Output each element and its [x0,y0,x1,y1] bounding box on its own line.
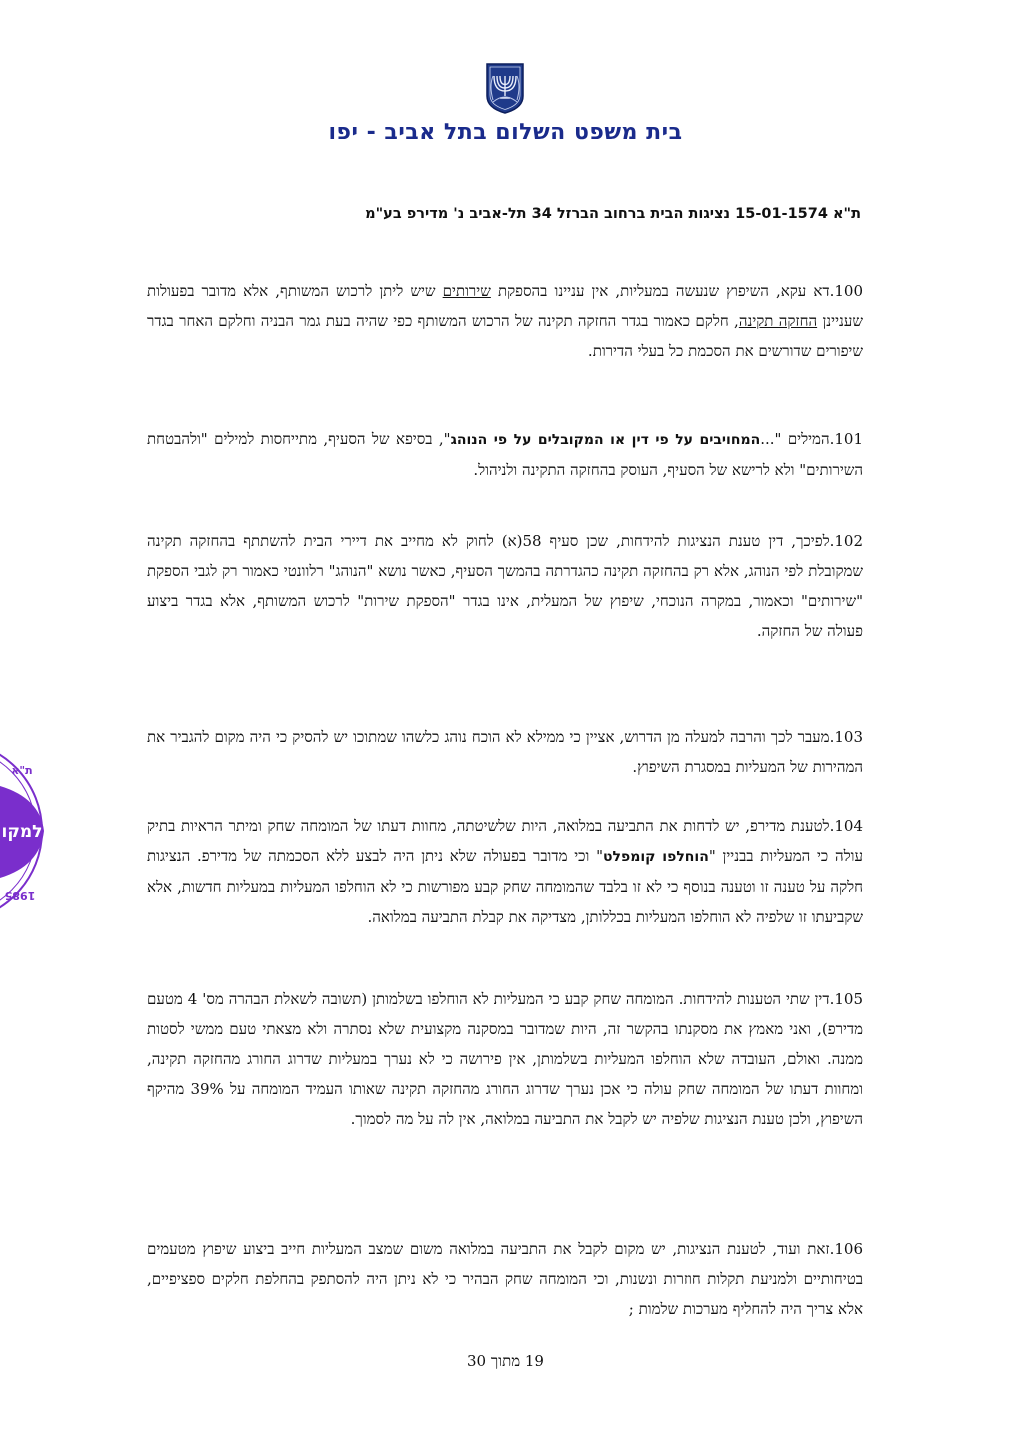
underlined-term: החזקה תקינה [738,312,818,330]
state-emblem-icon [484,62,526,114]
paragraph-105 [147,984,863,1134]
paragraph-number: 106. [829,1240,863,1258]
bold-quote: הוחלפו קומפלט [603,849,709,865]
paragraph-100 [147,276,863,366]
paragraph-number: 102. [829,532,864,550]
bold-quote: המחויבים על פי דין או המקובלים על פי הנוהג [450,432,761,448]
paragraph-text: המילים "... [760,430,830,448]
paragraph-text: , חלקם כאמור בגדר החזקה תקינה של הרכוש המשותף כפי שהיה בעת גמר הבניה וחלקם האחר בגדר שיפורים שדורשים את הסכמת כל בעלי הדירות. [147,312,863,360]
paragraph-number: 103. [829,728,863,746]
paragraph-text: דא עקא, השיפוץ שנעשה במעליות, אין עניינו בהספקת [490,282,830,300]
paragraph-text: לטענת מדירפ, יש לדחות את התביעה במלואה, היות שלשיטתה, מחוות דעתו של המומחה שחק ומיתר הראיות בתיק עולה כי המעליות בבניין " [147,817,863,865]
paragraph-103 [147,722,863,782]
paragraph-number: 100. [829,282,863,300]
page-number: 19 מתוך 30 [467,1352,544,1370]
paragraph-102 [147,526,863,646]
court-name: בית משפט השלום בתל אביב - יפו [328,120,683,145]
paragraph-number: 104. [829,817,863,835]
paragraph-text: לפיכך, דין טענת הנציגות להידחות, שכן סעיף 58(א) לחוק לא מחייב את דיירי הבית להשתתף בהחזקה תקינה שמקובלת לפי הנוהג, אלא רק בהחזקה תקינה כהגדרתה בהמשך הסעיף, כאשר נושא "הנוהג" רלוונטי כאמור רק לגבי הספקת "שירותים" וכאמור, במקרה הנוכחי, שיפוץ של המעלית, אינו בגדר "הספקת שירות" לרכוש המשותף, אלא בגדר ביצוע פעולה של החזקה. [147,532,863,640]
paragraph-106 [147,1234,863,1324]
paragraph-text: שיש ליתן לרכוש המשותף, אלא מדובר בפעולות שעניינן [147,282,864,330]
paragraph-104 [147,811,863,932]
underlined-term: שירותים [442,282,491,300]
paragraph-number: 105. [829,990,863,1008]
paragraph-text: דין שתי הטענות להידחות. המומחה שחק קבע כי המעליות לא הוחלפו בשלמותן (תשובה לשאלת הבהרה מס' 4 מטעם מדירפ), ואני מאמץ את מסקנתו בהקשר זה, היות שמדובר במסקנה מקצועית שלא נסתרה ולא מצאתי טעם ממשי לסטות ממנה. ואולם, העובדה שלא הוחלפו המעליות בשלמותן, אין פירושה כי לא נערך במעליות שדרוג החורג מהחזקה תקינה, ומחוות דעתו של המומחה שחק עולה כי אכן נערך שדרוג החורג מהחזקה תקינה שאותו העמיד המומחה על 39% מהיקף השיפוץ, ולכן טענת הנציגות שלפיה יש לקבל את התביעה במלואה, אין לה על מה לסמוך. [147,990,863,1128]
stamp-text-middle: למקו [1,822,43,842]
case-title: ת"א 15-01-1574 נציגות הבית ברחוב הברזל 34 תל-אביב נ' מדירפ בע"מ [365,206,861,222]
paragraph-101 [147,424,863,485]
court-stamp [0,738,46,924]
paragraph-text: " וכי מדובר בפעולה שלא ניתן היה לבצע ללא הסכמתה של מדירפ. הנציגות חלקה על טענה זו וטענה בנוסף כי לא זו בלבד שהמומחה שחק קבע מפורשות כי לא הוחלפו המעליות במעליות חדשות, אלא שקביעתו זו שלפיה לא הוחלפו המעליות בכללותן, מצדיקה את קבלת התביעה במלואה. [147,847,863,926]
stamp-text-top: ת"א [11,764,33,777]
paragraph-text: זאת ועוד, לטענת הנציגות, יש מקום לקבל את התביעה במלואה משום שמצב המעליות חייב ביצוע שיפוץ מטעמים בטיחותיים ולמניעת תקלות חוזרות ונשנות, וכי המומחה שחק הבהיר כי לא ניתן היה להסתפק בהחלפת חלקים ספציפיים, אלא צריך היה להחליף מערכות שלמות ; [147,1240,863,1318]
stamp-text-bottom: 1985 [4,889,36,902]
paragraph-number: 101. [829,430,863,448]
paragraph-text: מעבר לכך והרבה למעלה מן הדרוש, אציין כי ממילא לא הוכח נוהג כלשהו שמתוכו יש להסיק כי היה מקום להגביר את המהירות של המעליות במסגרת השיפוץ. [147,728,863,776]
paragraph-text: ", בסיפא של הסעיף, מתייחסות למילים "ולהבטחת השירותים" ולא לרישא של הסעיף, העוסק בהחזקה התקינה ולניהול. [147,430,863,479]
